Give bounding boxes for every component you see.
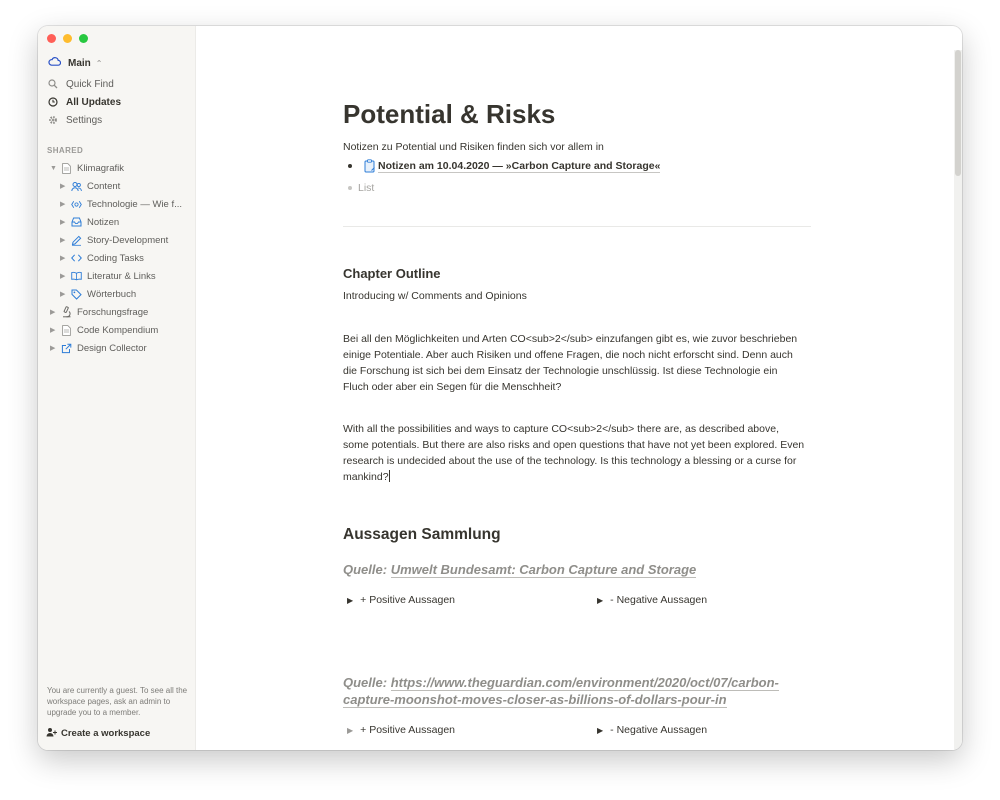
tree-item-story-development[interactable] (60, 232, 168, 248)
tree-item-technologie[interactable] (60, 196, 182, 212)
intro-text[interactable]: Notizen zu Potential und Risiken finden sich vor allem in (343, 141, 604, 153)
close-window-button[interactable] (47, 34, 56, 43)
triangle-right-icon[interactable]: ▶ (50, 345, 56, 352)
tree-item-notizen[interactable] (60, 214, 119, 230)
page-title[interactable]: Potential & Risks (343, 99, 556, 129)
search-icon (48, 79, 58, 89)
paragraph-de[interactable]: Bei all den Möglichkeiten und Arten CO<sub>2</sub> einzufangen gibt es, wie zuvor beschrieben einige Potentiale. Aber auch Risiken und offene Fragen, die noch nicht erforscht sind. Denn auch die Forschung ist sich bei dem Einsatz der Technologie unschlüssig. Ist diese Technologie ein Fluch oder aber ein Segen für die Menschheit? (343, 333, 798, 393)
chapter-subtitle[interactable]: Introducing w/ Comments and Opinions (343, 290, 527, 302)
nav-label: Quick Find (66, 78, 114, 90)
paragraph-en[interactable] (343, 421, 805, 485)
window-controls (47, 34, 88, 43)
source-1[interactable] (343, 561, 809, 578)
triangle-right-icon[interactable]: ▶ (60, 183, 66, 190)
heading-aussagen-sammlung[interactable]: Aussagen Sammlung (343, 526, 501, 543)
bullet-dot (348, 164, 352, 168)
toggle-negative-2[interactable] (597, 724, 707, 736)
triangle-down-icon[interactable]: ▼ (50, 164, 57, 172)
nav-label: All Updates (66, 96, 122, 108)
tree-label: Forschungsfrage (77, 306, 149, 318)
list-placeholder: List (358, 182, 375, 194)
toggle-label: + Positive Aussagen (360, 594, 456, 606)
tree-item-content[interactable] (60, 178, 120, 194)
triangle-right-icon[interactable]: ▶ (347, 595, 354, 605)
tree-label: Content (87, 180, 121, 192)
triangle-right-icon[interactable]: ▶ (597, 595, 604, 605)
create-workspace-label: Create a workspace (61, 727, 151, 739)
triangle-right-icon[interactable]: ▶ (60, 291, 66, 298)
page-icon (61, 163, 72, 174)
source-1-link[interactable]: Umwelt Bundesamt: Carbon Capture and Storage (390, 562, 697, 577)
nav-settings[interactable] (48, 112, 102, 128)
tree-item-code-kompendium[interactable] (50, 322, 158, 338)
triangle-right-icon[interactable]: ▶ (50, 327, 56, 334)
section-label-shared: SHARED (47, 146, 84, 155)
minimize-window-button[interactable] (63, 34, 72, 43)
tree-label: Klimagrafik (77, 162, 124, 174)
tree-item-design-collector[interactable] (50, 340, 147, 356)
external-link-icon (61, 343, 72, 354)
list-item[interactable] (348, 159, 660, 173)
workspace-name: Main (68, 57, 91, 69)
tree-label: Technologie — Wie f... (87, 198, 183, 210)
tree-label: Notizen (87, 216, 120, 228)
tree-label: Design Collector (77, 342, 147, 354)
tree-label: Code Kompendium (77, 324, 159, 336)
chevron-updown-icon: ⌃ (95, 58, 103, 68)
tree-label: Wörterbuch (87, 288, 137, 300)
clock-icon (48, 97, 58, 107)
text-cursor (389, 470, 390, 482)
toggle-negative-1[interactable] (597, 594, 707, 606)
clipboard-icon (364, 159, 376, 173)
source-2-link[interactable]: https://www.theguardian.com/environment/2020/oct/07/carbon-capture-moonshot-moves-closer-as-billions-of-dollars-pour-in (343, 675, 779, 707)
source-label: Quelle: (343, 675, 388, 690)
nav-all-updates[interactable] (48, 94, 121, 110)
heading-chapter-outline[interactable]: Chapter Outline (343, 266, 441, 281)
sidebar (38, 26, 196, 750)
triangle-right-icon[interactable]: ▶ (597, 725, 604, 735)
scrollbar-thumb[interactable] (955, 50, 961, 176)
tag-icon (71, 289, 82, 300)
triangle-right-icon[interactable]: ▶ (60, 237, 66, 244)
code-icon (71, 253, 82, 264)
bullet-dot (348, 186, 352, 190)
create-workspace-button[interactable] (46, 726, 150, 740)
toggle-positive-1[interactable] (347, 594, 455, 606)
app-window (38, 26, 962, 750)
people-icon (71, 181, 82, 192)
tree-item-coding-tasks[interactable] (60, 250, 144, 266)
page-link-notizen[interactable]: Notizen am 10.04.2020 — »Carbon Capture and Storage« (378, 159, 661, 172)
cloud-icon (48, 57, 61, 69)
source-2[interactable] (343, 674, 809, 708)
triangle-right-icon[interactable]: ▶ (60, 255, 66, 262)
microscope-icon (61, 307, 72, 318)
guest-note: You are currently a guest. To see all the workspace pages, ask an admin to upgrade you to a member. (47, 686, 188, 717)
tree-item-literatur-links[interactable] (60, 268, 156, 284)
tree-item-woerterbuch[interactable] (60, 286, 136, 302)
toggle-positive-2[interactable] (347, 724, 455, 736)
scrollbar[interactable] (954, 50, 962, 750)
gear-icon (48, 115, 58, 125)
divider (343, 226, 811, 227)
list-item-placeholder[interactable] (348, 182, 374, 194)
workspace-switcher[interactable] (48, 55, 102, 71)
tree-item-klimagrafik[interactable] (50, 160, 124, 176)
triangle-right-icon[interactable]: ▶ (50, 309, 56, 316)
zoom-window-button[interactable] (79, 34, 88, 43)
pencil-icon (71, 235, 82, 246)
nav-label: Settings (66, 114, 103, 126)
code-tag-icon (71, 199, 82, 210)
triangle-right-icon[interactable]: ▶ (60, 201, 66, 208)
nav-quick-find[interactable] (48, 76, 114, 92)
toggle-label: - Negative Aussagen (610, 594, 708, 606)
page-icon (61, 325, 72, 336)
triangle-right-icon[interactable]: ▶ (347, 725, 354, 735)
inbox-icon (71, 217, 82, 228)
tree-label: Story-Development (87, 234, 169, 246)
paragraph-en-text: With all the possibilities and ways to capture CO<sub>2</sub> there are, as described above, some potentials. But there are also risks and open questions that have not yet been explored. Even research is undecided about the use of the technology. Is this technology a blessing or a curse for mankind? (343, 423, 805, 483)
page-content (196, 26, 962, 750)
source-label: Quelle: (343, 562, 388, 577)
triangle-right-icon[interactable]: ▶ (60, 273, 66, 280)
tree-label: Literatur & Links (87, 270, 156, 282)
tree-label: Coding Tasks (87, 252, 144, 264)
toggle-label: - Negative Aussagen (610, 724, 708, 736)
toggle-label: + Positive Aussagen (360, 724, 456, 736)
book-icon (71, 271, 82, 282)
triangle-right-icon[interactable]: ▶ (60, 219, 66, 226)
add-user-icon (46, 727, 57, 740)
tree-item-forschungsfrage[interactable] (50, 304, 148, 320)
